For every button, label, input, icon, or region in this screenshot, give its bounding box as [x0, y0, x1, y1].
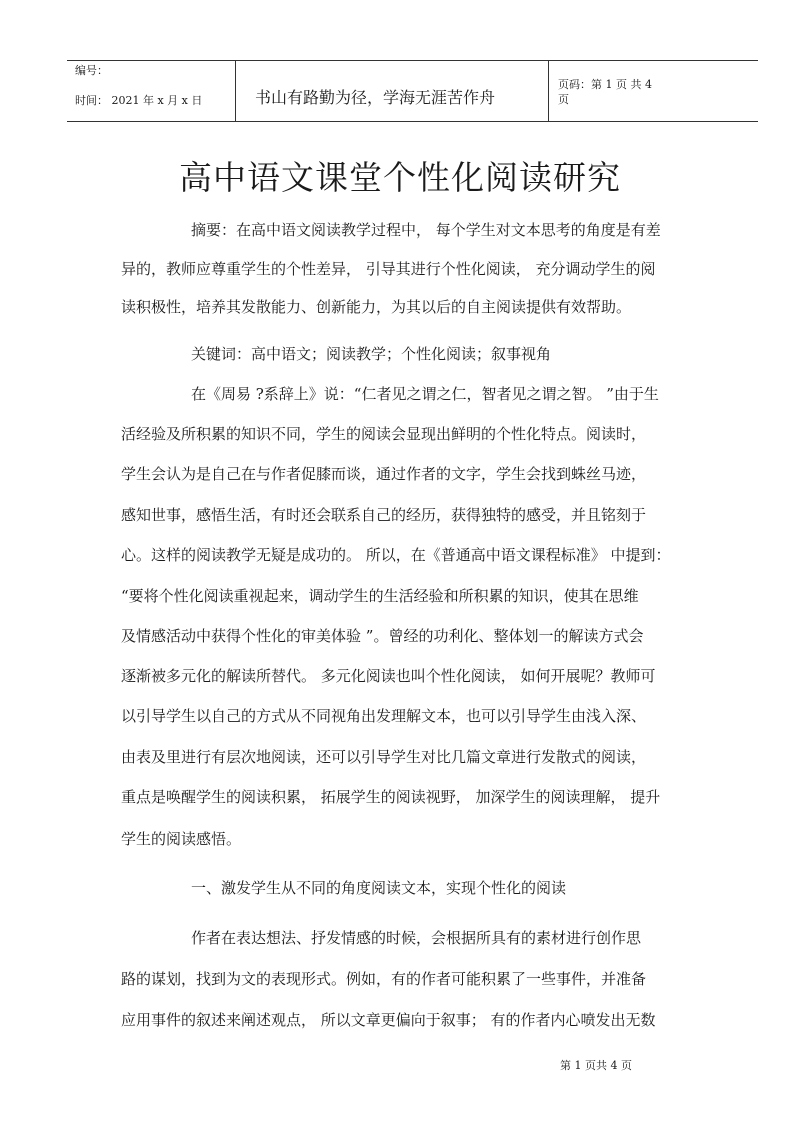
header-page-info — [558, 77, 753, 107]
text-line: 路的谋划，找到为文的表现形式。例如，有的作者可能积累了一些事件，并准备 — [121, 970, 647, 988]
text-line: 活经验及所积累的知识不同，学生的阅读会显现出鲜明的个性化特点。阅读时， — [121, 425, 647, 443]
header-meta — [75, 61, 233, 121]
header-divider — [235, 61, 236, 121]
text-line: 应用事件的叙述来阐述观点， 所以文章更偏向于叙事； 有的作者内心喷发出无数 — [121, 1011, 656, 1029]
text-line: 由表及里进行有层次地阅读，还可以引导学生对比几篇文章进行发散式的阅读， — [121, 748, 647, 766]
text-line: 以引导学生以自己的方式从不同视角出发理解文本，也可以引导学生由浅入深、 — [121, 707, 647, 725]
text-line: 学生会认为是自己在与作者促膝而谈，通过作者的文字，学生会找到蛛丝马迹， — [121, 465, 647, 483]
text-line: 读积极性，培养其发散能力、创新能力，为其以后的自主阅读提供有效帮助。 — [121, 298, 632, 316]
text-line: 重点是唤醒学生的阅读积累， 拓展学生的阅读视野， 加深学生的阅读理解， 提升 — [121, 788, 661, 806]
document-number-label: 编号： — [75, 64, 108, 77]
text-line: 异的，教师应尊重学生的个性差异， 引导其进行个性化阅读， 充分调动学生的阅 — [121, 260, 656, 278]
text-line: 心。这样的阅读教学无疑是成功的。 所以，在《普通高中语文课程标准》 中提到： — [121, 546, 671, 564]
page-info-line: 页码：第 1 页 共 4 — [558, 78, 652, 91]
header-motto: 书山有路勤为径，学海无涯苦作舟 — [255, 88, 496, 107]
text-line: 学生的阅读感悟。 — [121, 830, 242, 848]
page-footer: 第 1 页共 4 页 — [560, 1059, 632, 1072]
document-title: 高中语文课堂个性化阅读研究 — [179, 158, 621, 197]
text-line: 感知世事，感悟生活，有时还会联系自己的经历，获得独特的感受，并且铭刻于 — [121, 506, 647, 524]
text-line: 逐渐被多元化的解读所替代。 多元化阅读也叫个性化阅读， 如何开展呢？教师可 — [121, 667, 656, 685]
document-header — [67, 60, 758, 122]
text-line: “要将个性化阅读重视起来，调动学生的生活经验和所积累的知识，使其在思维 — [121, 587, 639, 605]
text-line: 摘要：在高中语文阅读教学过程中， 每个学生对文本思考的角度是有差 — [191, 221, 661, 239]
text-line: 及情感活动中获得个性化的审美体验 ”。曾经的功利化、整体划一的解读方式会 — [121, 627, 644, 645]
text-line: 作者在表达想法、抒发情感的时候，会根据所具有的素材进行创作思 — [191, 929, 642, 947]
page-info-line: 页 — [558, 93, 569, 106]
text-line: 关键词：高中语文；阅读教学；个性化阅读；叙事视角 — [191, 345, 552, 363]
document-date: 时间： 2021 年 x 月 x 日 — [75, 94, 203, 107]
section-heading: 一、激发学生从不同的角度阅读文本，实现个性化的阅读 — [191, 879, 567, 897]
header-divider — [548, 61, 549, 121]
text-line: 在《周易 ?系辞上》说：“仁者见之谓之仁，智者见之谓之智。 ”由于生 — [191, 385, 659, 403]
